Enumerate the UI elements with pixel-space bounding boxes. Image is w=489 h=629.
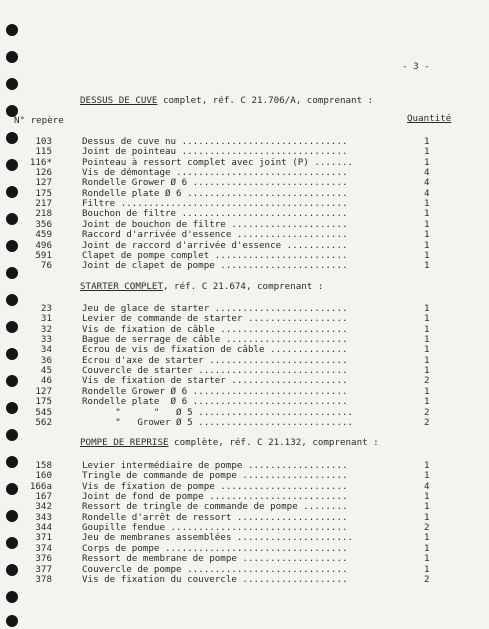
part-description: Ressort de membrane de pompe ................... [82,553,348,565]
part-ref: 167 [35,491,52,503]
part-quantity: 1 [424,460,430,471]
section-title-pompe-de-reprise [80,438,379,448]
part-ref: 160 [35,470,52,482]
part-quantity: 1 [424,260,430,272]
part-quantity: 1 [424,239,430,251]
binder-hole [6,24,18,36]
part-quantity: 2 [424,375,430,387]
part-ref: 342 [35,501,52,513]
list-item [0,502,489,512]
part-quantity: 4 [424,187,430,199]
part-description: Jeu de glace de starter ........................ [82,303,348,314]
part-ref: 158 [35,460,52,471]
part-quantity: 2 [424,406,430,418]
list-item [0,314,489,324]
part-quantity: 2 [424,416,430,428]
part-quantity: 1 [424,553,430,565]
part-ref: 45 [40,365,52,377]
part-description: Rondelle Grower Ø 6 ............................ [82,177,348,189]
list-item [0,241,489,251]
part-quantity: 1 [424,229,430,241]
part-ref: 459 [35,229,52,241]
part-description: Bague de serrage de câble ...................... [82,334,348,346]
column-header-quantite: Quantité [407,113,452,124]
part-ref: 217 [35,198,52,210]
section-title-main: DESSUS DE CUVE [80,95,158,106]
part-description: Rondelle d'arrêt de ressort .................... [82,511,348,523]
part-ref: 116* [29,156,52,168]
part-quantity: 1 [424,354,430,366]
binder-hole [6,78,18,90]
section-title-main: POMPE DE REPRISE [80,437,169,448]
part-ref: 36 [40,354,52,366]
part-ref: 562 [35,416,52,428]
part-ref: 496 [35,239,52,251]
part-description: Joint de fond de pompe ......................... [82,491,348,503]
list-item [0,147,489,157]
part-ref: 343 [35,511,52,523]
section-title-rest: complet, réf. C 21.706/A, comprenant : [157,95,374,106]
list-item [0,565,489,575]
part-ref: 377 [35,563,52,575]
part-description: Joint de bouchon de filtre ..................... [82,218,348,230]
section-title-main: STARTER COMPLET [80,281,163,292]
list-item [0,408,489,418]
part-ref: 33 [40,334,52,346]
part-ref: 371 [35,532,52,544]
part-description: Vis de fixation de starter ..................... [82,375,348,387]
part-quantity: 1 [424,146,430,158]
part-ref: 378 [35,573,52,585]
part-ref: 76 [40,260,52,272]
part-description: Couvercle de starter ........................... [82,365,348,377]
list-item [0,471,489,481]
list-item [0,345,489,355]
part-quantity: 1 [424,563,430,575]
part-quantity: 1 [424,344,430,356]
part-quantity: 1 [424,208,430,220]
binder-hole [6,615,18,627]
part-description: Corps de pompe ................................. [82,542,348,554]
part-quantity: 1 [424,501,430,513]
part-ref: 34 [40,344,52,356]
part-ref: 127 [35,385,52,397]
part-quantity: 1 [424,396,430,408]
part-description: Levier intermédiaire de pompe .................. [82,460,348,471]
part-ref: 175 [35,187,52,199]
part-description: Jeu de membranes assemblées ..................... [82,532,354,544]
part-quantity: 1 [424,249,430,261]
part-description: Couvercle de pompe ............................. [82,563,348,575]
part-description: " " Ø 5 ............................ [82,406,354,418]
part-quantity: 1 [424,491,430,503]
part-quantity: 1 [424,532,430,544]
part-description: Dessus de cuve nu .............................. [82,136,348,147]
binder-hole [6,429,18,441]
part-description: Levier de commande de starter .................. [82,313,348,325]
part-description: Ressort de tringle de commande de pompe ........ [82,501,348,513]
part-quantity: 1 [424,385,430,397]
part-quantity: 1 [424,136,430,147]
part-description: Vis de fixation de câble ....................... [82,323,348,335]
part-description: Vis de démontage ............................... [82,167,348,179]
part-quantity: 1 [424,511,430,523]
part-description: Rondelle plate Ø 6 ............................ [82,396,348,408]
part-quantity: 2 [424,522,430,534]
part-description: Joint de pointeau .............................. [82,146,348,158]
binder-hole [6,591,18,603]
part-ref: 356 [35,218,52,230]
list-item [0,230,489,240]
list-item [0,178,489,188]
list-item [0,397,489,407]
part-ref: 127 [35,177,52,189]
part-quantity: 4 [424,177,430,189]
part-ref: 545 [35,406,52,418]
part-description: Clapet de pompe complet ........................ [82,249,348,261]
part-description: Bouchon de filtre .............................. [82,208,348,220]
part-ref: 115 [35,146,52,158]
part-description: " Grower Ø 5 ............................ [82,416,354,428]
list-item [0,261,489,271]
part-ref: 126 [35,167,52,179]
part-ref: 31 [40,313,52,325]
part-description: Vis de fixation du couvercle ................... [82,573,348,585]
page-number: - 3 - [402,61,430,72]
part-description: Raccord d'arrivée d'essence .................... [82,229,348,241]
section-title-rest: , réf. C 21.674, comprenant : [162,281,324,292]
list-item [0,376,489,386]
part-ref: 23 [40,303,52,314]
part-ref: 46 [40,375,52,387]
list-item [0,554,489,564]
part-description: Rondelle Grower Ø 6 ............................ [82,385,348,397]
part-quantity: 1 [424,156,430,168]
part-quantity: 1 [424,470,430,482]
part-quantity: 1 [424,334,430,346]
part-ref: 166a [29,480,52,492]
part-quantity: 1 [424,542,430,554]
part-quantity: 1 [424,303,430,314]
part-description: Joint de raccord d'arrivée d'essence ........... [82,239,348,251]
part-quantity: 1 [424,365,430,377]
part-quantity: 2 [424,573,430,585]
part-ref: 32 [40,323,52,335]
list-item [0,575,489,585]
part-ref: 374 [35,542,52,554]
part-ref: 344 [35,522,52,534]
part-quantity: 1 [424,313,430,325]
part-quantity: 1 [424,198,430,210]
part-quantity: 4 [424,167,430,179]
list-item [0,209,489,219]
part-ref: 591 [35,249,52,261]
list-item [0,533,489,543]
part-quantity: 4 [424,480,430,492]
section-title-dessus-de-cuve [80,96,373,106]
part-description: Pointeau à ressort complet avec joint (P) ....... [82,156,354,168]
part-description: Rondelle plate Ø 6 ............................. [82,187,348,199]
part-ref: 103 [35,136,52,147]
part-description: Ecrou de vis de fixation de câble .............. [82,344,348,356]
binder-hole [6,51,18,63]
part-ref: 376 [35,553,52,565]
part-description: Ecrou d'axe de starter ......................... [82,354,348,366]
part-quantity: 1 [424,218,430,230]
part-ref: 175 [35,396,52,408]
part-description: Joint de clapet de pompe ....................... [82,260,348,272]
part-description: Vis de fixation de pompe ....................... [82,480,348,492]
column-header-repere: N° repère [14,115,64,126]
part-description: Tringle de commande de pompe ................... [82,470,348,482]
part-quantity: 1 [424,323,430,335]
part-description: Filtre ......................................... [82,198,348,210]
section-title-rest: complète, réf. C 21.132, comprenant : [168,437,379,448]
list-item [0,418,489,428]
part-ref: 218 [35,208,52,220]
section-title-starter [80,282,323,292]
part-description: Goupille fendue ................................ [82,522,348,534]
